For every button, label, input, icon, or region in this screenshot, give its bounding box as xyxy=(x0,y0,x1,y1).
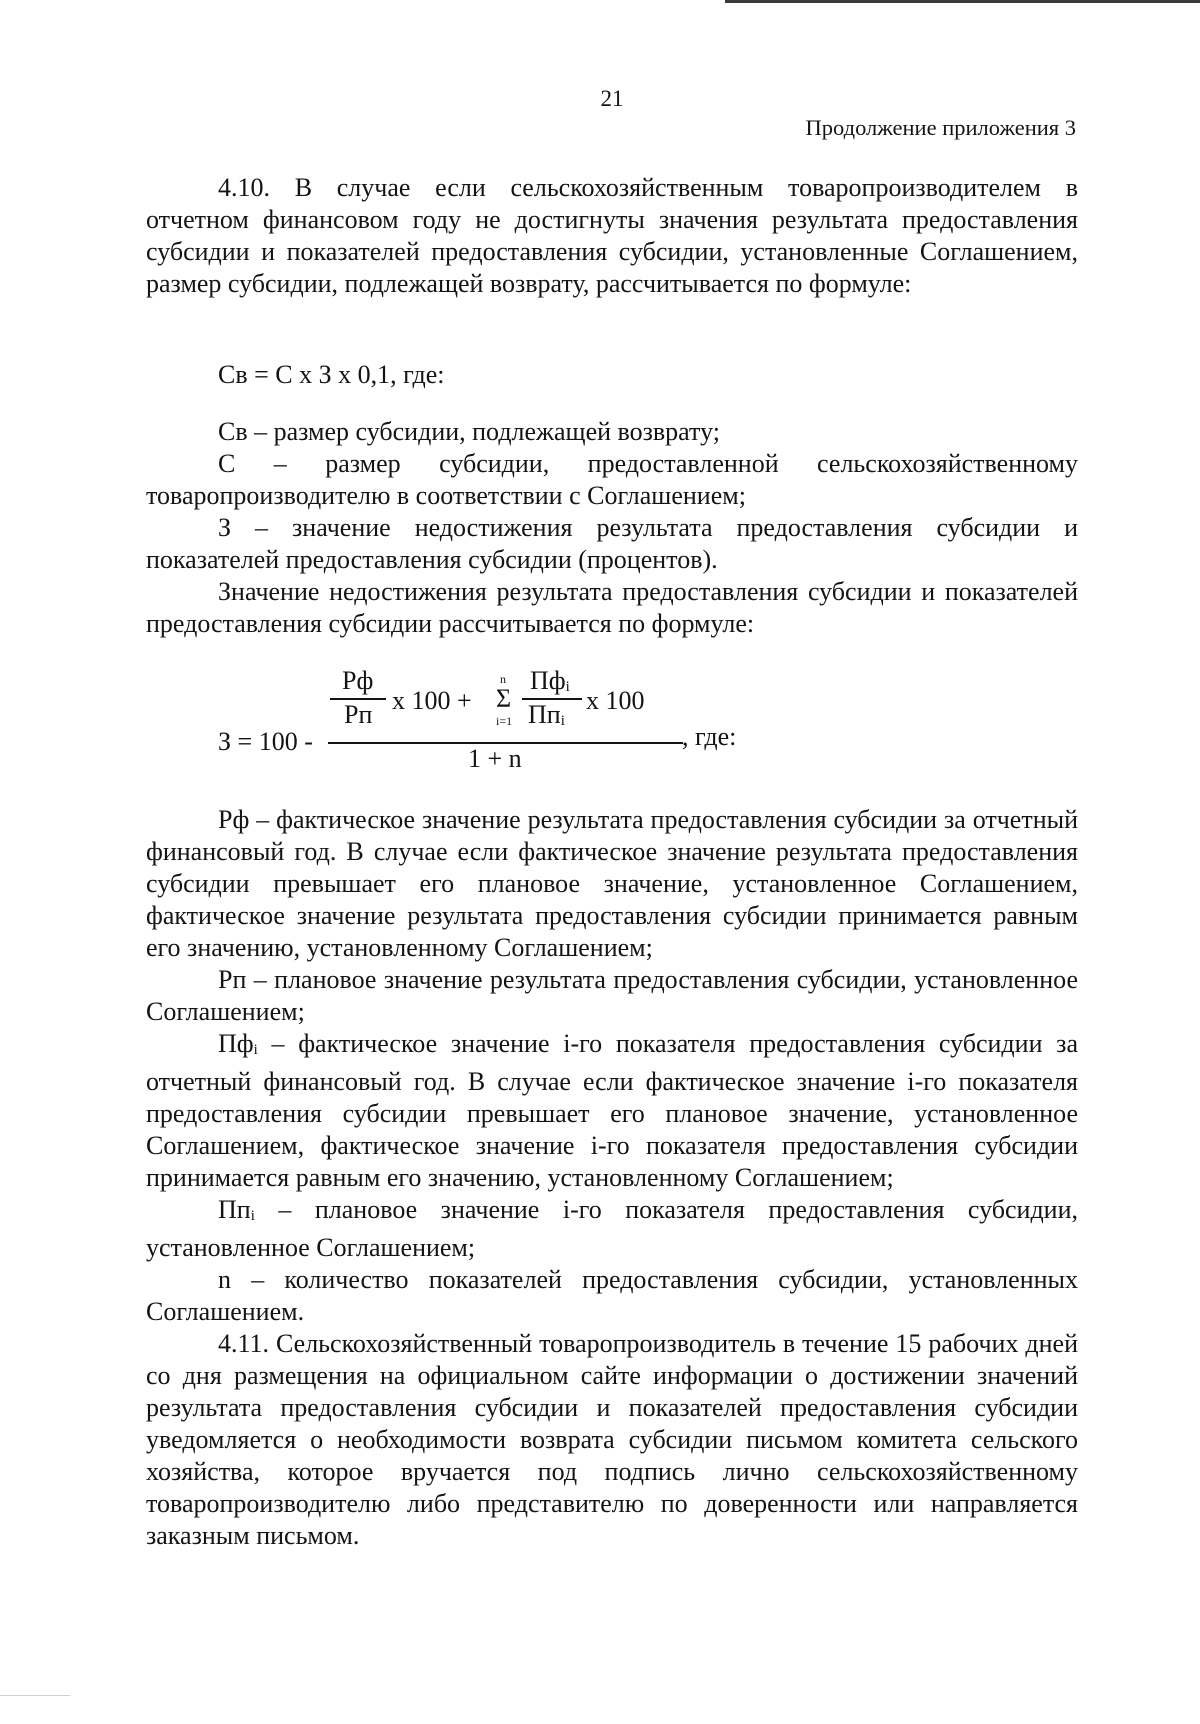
pf-subscript: i xyxy=(253,1042,258,1058)
formula-denominator: 1 + n xyxy=(468,744,522,773)
formula-pp: Пп xyxy=(528,700,561,729)
paragraph-4-10: 4.10. В случае если сельскохозяйственным товаропроизводителем в отчетном финансовом году не достигнуты значения результата предоставления субсидии и показателей предоставления субсидии, установленные Соглашением, размер субсидии, подлежащей возврату, рассчитывается по формуле: xyxy=(146,173,1078,298)
formula-subsidy-return: Св = С х З х 0,1, где: xyxy=(218,360,445,389)
definition-sv: Св – размер субсидии, подлежащей возврату; xyxy=(218,417,720,446)
definition-rf: Рф – фактическое значение результата предоставления субсидии за отчетный финансовый год. В случае если фактическое значение результата предоставления субсидии превышает его плановое значение, установленное Соглашением, фактическое значение результата предоставления субсидии принимается равным его значению, установленному Соглашением; xyxy=(146,805,1078,962)
z-formula-intro: Значение недостижения результата предоставления субсидии и показателей предоставления субсидии рассчитывается по формуле: xyxy=(146,577,1078,638)
formula-z-lhs: З = 100 - xyxy=(218,727,313,756)
formula-pp-subscript: i xyxy=(560,713,565,729)
formula-times-100: х 100 xyxy=(586,686,645,715)
formula-rf: Рф xyxy=(342,666,374,695)
scan-edge xyxy=(725,0,1200,3)
formula-z xyxy=(218,658,938,773)
section-4-10-intro xyxy=(146,172,1078,300)
formula-pf-subscript: i xyxy=(565,679,570,695)
pp-symbol: Пп xyxy=(218,1195,251,1224)
variable-definitions xyxy=(146,804,1078,1552)
page-number: 21 xyxy=(600,86,624,111)
formula-definitions xyxy=(146,416,1078,640)
formula-where: , где: xyxy=(682,722,737,751)
formula-times-100-plus: х 100 + xyxy=(392,686,472,715)
scan-artifact-line xyxy=(0,1695,70,1696)
definition-c: С – размер субсидии, предоставленной сельскохозяйственному товаропроизводителю в соответствии с Соглашением; xyxy=(146,449,1078,510)
pf-definition-text: – фактическое значение i-го показателя предоставления субсидии за отчетный финансовый год. В случае если фактическое значение i-го показателя предоставления субсидии превышает его плановое значение, установленное Соглашением, фактическое значение i-го показателя предоставления субсидии принимается равным его значению, установленному Соглашением; xyxy=(146,1029,1078,1192)
formula-pf-i xyxy=(530,666,570,696)
paragraph-4-11: 4.11. Сельскохозяйственный товаропроизводитель в течение 15 рабочих дней со дня размещения на официальном сайте информации о достижении значений результата предоставления субсидии и показателей предоставления субсидии уведомляется о необходимости возврата субсидии письмом комитета сельского хозяйства, которое вручается под подпись лично сельскохозяйственному товаропроизводителю либо представителю по доверенности или направляется заказным письмом. xyxy=(146,1329,1078,1550)
pf-symbol: Пф xyxy=(218,1029,254,1058)
definition-pp-i xyxy=(146,1194,1078,1264)
sum-sign: Σ xyxy=(496,684,512,713)
formula-pf: Пф xyxy=(530,666,566,695)
pp-definition-text: – плановое значение i-го показателя предоставления субсидии, установленное Соглашением; xyxy=(146,1195,1078,1262)
appendix-note: Продолжение приложения 3 xyxy=(805,115,1076,140)
definition-rp: Рп – плановое значение результата предоставления субсидии, установленное Соглашением; xyxy=(146,965,1078,1026)
pp-subscript: i xyxy=(250,1208,255,1224)
definition-n: n – количество показателей предоставления субсидии, установленных Соглашением. xyxy=(146,1265,1078,1326)
definition-pf-i xyxy=(146,1028,1078,1194)
formula-pp-i xyxy=(528,700,565,730)
sum-lower-limit: i=1 xyxy=(496,714,513,728)
formula-rp: Рп xyxy=(344,700,373,729)
definition-z: З – значение недостижения результата предоставления субсидии и показателей предоставления субсидии (процентов). xyxy=(146,513,1078,574)
sum-upper-limit: n xyxy=(500,672,506,686)
